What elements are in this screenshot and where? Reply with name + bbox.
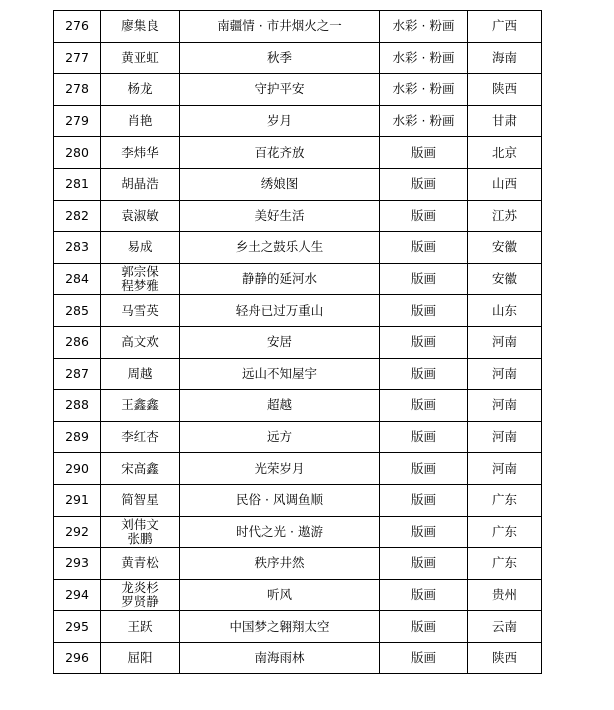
entry-number-cell: 285	[54, 295, 101, 327]
artist-name-cell	[101, 484, 180, 516]
entry-number-cell: 295	[54, 611, 101, 643]
artwork-title-cell: 轻舟已过万重山	[180, 295, 380, 327]
table-row	[54, 326, 542, 358]
table-row	[54, 421, 542, 453]
table-row	[54, 358, 542, 390]
artist-name: 龙炎杉	[121, 579, 159, 595]
artist-name: 廖集良	[121, 18, 159, 34]
medium-cell: 版画	[380, 516, 468, 548]
table-row	[54, 200, 542, 232]
entry-number-cell: 276	[54, 11, 101, 43]
artist-name: 袁淑敏	[121, 207, 159, 223]
artist-name: 李炜华	[121, 144, 159, 160]
medium-cell: 版画	[380, 137, 468, 169]
region-cell: 广东	[468, 548, 542, 580]
entry-number-cell: 278	[54, 74, 101, 106]
artwork-title-cell: 民俗 · 风调鱼顺	[180, 484, 380, 516]
table-row	[54, 42, 542, 74]
medium-cell: 水彩 · 粉画	[380, 74, 468, 106]
artwork-title-cell: 乡土之鼓乐人生	[180, 232, 380, 264]
table-row	[54, 390, 542, 422]
artist-name: 马雪英	[121, 302, 159, 318]
artist-name: 王跃	[127, 618, 153, 634]
entry-number-cell: 287	[54, 358, 101, 390]
table-row	[54, 642, 542, 674]
artist-name: 肖艳	[127, 113, 153, 129]
medium-cell: 版画	[380, 390, 468, 422]
artwork-title-cell: 静静的延河水	[180, 263, 380, 295]
artist-name: 杨龙	[127, 81, 153, 97]
entry-number-cell: 294	[54, 579, 101, 611]
artwork-title-cell: 南疆情 · 市井烟火之一	[180, 11, 380, 43]
region-cell: 河南	[468, 421, 542, 453]
artwork-title-cell: 光荣岁月	[180, 453, 380, 485]
artist-name: 黄青松	[121, 555, 159, 571]
medium-cell: 版画	[380, 263, 468, 295]
region-cell: 海南	[468, 42, 542, 74]
artist-name-cell	[101, 358, 180, 390]
artist-name-cell	[101, 263, 180, 295]
artwork-list-table	[53, 10, 542, 674]
artist-name-cell	[101, 516, 180, 548]
artist-name-cell	[101, 579, 180, 611]
table-row	[54, 263, 542, 295]
artist-name: 宋高鑫	[121, 460, 159, 476]
artist-name-cell	[101, 200, 180, 232]
artwork-title-cell: 时代之光 · 遨游	[180, 516, 380, 548]
medium-cell: 版画	[380, 168, 468, 200]
entry-number-cell: 282	[54, 200, 101, 232]
medium-cell: 版画	[380, 579, 468, 611]
medium-cell: 版画	[380, 200, 468, 232]
entry-number-cell: 284	[54, 263, 101, 295]
region-cell: 贵州	[468, 579, 542, 611]
artist-name: 程梦雅	[121, 278, 159, 294]
region-cell: 河南	[468, 453, 542, 485]
region-cell: 安徽	[468, 263, 542, 295]
artist-name-cell	[101, 611, 180, 643]
artist-name: 周越	[127, 365, 153, 381]
table-row	[54, 453, 542, 485]
artist-name-cell	[101, 548, 180, 580]
entry-number-cell: 277	[54, 42, 101, 74]
entry-number-cell: 286	[54, 326, 101, 358]
artist-name: 李红杏	[121, 429, 159, 445]
artist-name-cell	[101, 137, 180, 169]
artist-name: 黄亚虹	[121, 49, 159, 65]
table-row	[54, 232, 542, 264]
region-cell: 北京	[468, 137, 542, 169]
region-cell: 河南	[468, 390, 542, 422]
entry-number-cell: 289	[54, 421, 101, 453]
artist-name-cell	[101, 105, 180, 137]
artwork-title-cell: 南海雨林	[180, 642, 380, 674]
region-cell: 广东	[468, 516, 542, 548]
region-cell: 河南	[468, 326, 542, 358]
artist-name-cell	[101, 326, 180, 358]
artist-name: 易成	[127, 239, 153, 255]
artist-name-cell	[101, 168, 180, 200]
region-cell: 安徽	[468, 232, 542, 264]
artwork-title-cell: 远山不知屋宇	[180, 358, 380, 390]
entry-number-cell: 291	[54, 484, 101, 516]
artist-name: 张鹏	[127, 530, 153, 546]
artwork-title-cell: 远方	[180, 421, 380, 453]
medium-cell: 版画	[380, 358, 468, 390]
entry-number-cell: 288	[54, 390, 101, 422]
region-cell: 山西	[468, 168, 542, 200]
table-row	[54, 74, 542, 106]
entry-number-cell: 279	[54, 105, 101, 137]
artist-name-cell	[101, 42, 180, 74]
artist-name-cell	[101, 421, 180, 453]
medium-cell: 版画	[380, 421, 468, 453]
artist-name-cell	[101, 74, 180, 106]
entry-number-cell: 283	[54, 232, 101, 264]
artist-name-cell	[101, 642, 180, 674]
artwork-title-cell: 听风	[180, 579, 380, 611]
artist-name: 罗贤静	[121, 593, 159, 609]
medium-cell: 版画	[380, 326, 468, 358]
table-row	[54, 105, 542, 137]
table-row	[54, 579, 542, 611]
region-cell: 广东	[468, 484, 542, 516]
medium-cell: 版画	[380, 232, 468, 264]
table-row	[54, 137, 542, 169]
medium-cell: 版画	[380, 642, 468, 674]
table-row	[54, 611, 542, 643]
region-cell: 河南	[468, 358, 542, 390]
entry-number-cell: 293	[54, 548, 101, 580]
artist-name-cell	[101, 390, 180, 422]
table-row	[54, 11, 542, 43]
entry-number-cell: 290	[54, 453, 101, 485]
artwork-title-cell: 美好生活	[180, 200, 380, 232]
artist-name: 王鑫鑫	[121, 397, 159, 413]
artwork-title-cell: 绣娘图	[180, 168, 380, 200]
region-cell: 广西	[468, 11, 542, 43]
artwork-title-cell: 安居	[180, 326, 380, 358]
artist-name-cell	[101, 295, 180, 327]
table-row	[54, 548, 542, 580]
artwork-list-body	[54, 11, 542, 674]
artist-name-cell	[101, 453, 180, 485]
artist-name-cell	[101, 11, 180, 43]
artist-name: 郭宗保	[121, 264, 159, 280]
artist-name: 简智星	[121, 492, 159, 508]
medium-cell: 水彩 · 粉画	[380, 105, 468, 137]
medium-cell: 版画	[380, 484, 468, 516]
entry-number-cell: 280	[54, 137, 101, 169]
entry-number-cell: 281	[54, 168, 101, 200]
artist-name: 屈阳	[127, 650, 153, 666]
table-row	[54, 295, 542, 327]
artwork-title-cell: 百花齐放	[180, 137, 380, 169]
artist-name-cell	[101, 232, 180, 264]
medium-cell: 版画	[380, 611, 468, 643]
artwork-title-cell: 守护平安	[180, 74, 380, 106]
artwork-title-cell: 超越	[180, 390, 380, 422]
medium-cell: 版画	[380, 548, 468, 580]
medium-cell: 版画	[380, 453, 468, 485]
artwork-title-cell: 秩序井然	[180, 548, 380, 580]
medium-cell: 水彩 · 粉画	[380, 42, 468, 74]
artwork-title-cell: 中国梦之翱翔太空	[180, 611, 380, 643]
artwork-title-cell: 岁月	[180, 105, 380, 137]
region-cell: 江苏	[468, 200, 542, 232]
artwork-title-cell: 秋季	[180, 42, 380, 74]
region-cell: 云南	[468, 611, 542, 643]
region-cell: 甘肃	[468, 105, 542, 137]
region-cell: 陕西	[468, 74, 542, 106]
region-cell: 陕西	[468, 642, 542, 674]
table-row	[54, 168, 542, 200]
artist-name: 胡晶浩	[121, 176, 159, 192]
artist-name: 高文欢	[121, 334, 159, 350]
medium-cell: 水彩 · 粉画	[380, 11, 468, 43]
table-row	[54, 516, 542, 548]
entry-number-cell: 292	[54, 516, 101, 548]
region-cell: 山东	[468, 295, 542, 327]
artist-name: 刘伟文	[121, 516, 159, 532]
entry-number-cell: 296	[54, 642, 101, 674]
table-row	[54, 484, 542, 516]
medium-cell: 版画	[380, 295, 468, 327]
